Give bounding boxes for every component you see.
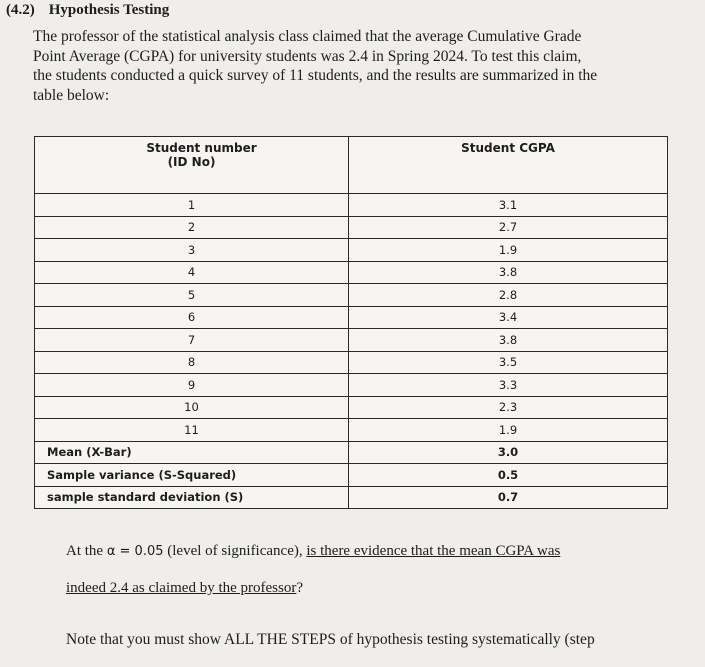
student-id-cell: 7: [35, 329, 349, 352]
header-student-cgpa: Student CGPA: [349, 137, 668, 194]
cgpa-cell: 3.1: [349, 194, 668, 217]
cgpa-cell: 3.5: [349, 351, 668, 374]
stat-value: 3.0: [349, 441, 668, 464]
alpha-expression: α = 0.05: [106, 544, 164, 559]
table-row: [35, 329, 668, 352]
cgpa-cell: 3.8: [349, 261, 668, 284]
cgpa-cell: 3.8: [349, 329, 668, 352]
stat-row: [35, 464, 668, 487]
intro-line: The professor of the statistical analysis class claimed that the average Cumulative Grade: [33, 28, 582, 45]
stat-row: [35, 441, 668, 464]
question-line-1: At the α = 0.05 (level of significance), is there evidence that the mean CGPA was: [66, 543, 561, 559]
student-id-cell: 1: [35, 194, 349, 217]
table-row: [35, 261, 668, 284]
stat-label: Sample variance (S-Squared): [35, 464, 349, 487]
intro-line: the students conducted a quick survey of 11 students, and the results are summarized in the: [33, 67, 598, 84]
question-line-2: indeed 2.4 as claimed by the professor?: [66, 580, 304, 596]
cgpa-cell: 1.9: [349, 239, 668, 262]
cgpa-cell: 2.7: [349, 216, 668, 239]
problem-intro: [33, 27, 673, 105]
stat-value: 0.7: [349, 486, 668, 509]
table-row: [35, 239, 668, 262]
student-id-cell: 2: [35, 216, 349, 239]
stat-label: Mean (X-Bar): [35, 441, 349, 464]
header-student-number: Student number (ID No): [35, 137, 349, 194]
table-row: [35, 194, 668, 217]
student-id-cell: 5: [35, 284, 349, 307]
table-row: [35, 351, 668, 374]
instruction-note: Note that you must show ALL THE STEPS of hypothesis testing systematically (step: [66, 631, 595, 648]
cgpa-cell: 3.3: [349, 374, 668, 397]
cgpa-cell: 1.9: [349, 419, 668, 442]
student-id-cell: 10: [35, 396, 349, 419]
stat-value: 0.5: [349, 464, 668, 487]
cgpa-table: [34, 136, 668, 509]
cgpa-cell: 2.3: [349, 396, 668, 419]
table-header-row: [35, 137, 668, 194]
intro-line: Point Average (CGPA) for university students was 2.4 in Spring 2024. To test this claim,: [33, 47, 582, 65]
student-id-cell: 8: [35, 351, 349, 374]
stat-label: sample standard deviation (S): [35, 486, 349, 509]
intro-line: table below:: [33, 86, 110, 104]
cgpa-cell: 2.8: [349, 284, 668, 307]
cgpa-cell: 3.4: [349, 306, 668, 329]
table-row: [35, 419, 668, 442]
table-row: [35, 284, 668, 307]
student-id-cell: 11: [35, 419, 349, 442]
section-title: Hypothesis Testing: [48, 2, 170, 18]
student-id-cell: 6: [35, 306, 349, 329]
section-number: (4.2): [6, 2, 35, 18]
section-heading: [6, 2, 169, 19]
student-id-cell: 4: [35, 261, 349, 284]
student-id-cell: 9: [35, 374, 349, 397]
table-row: [35, 374, 668, 397]
table-row: [35, 396, 668, 419]
table-row: [35, 306, 668, 329]
table-row: [35, 216, 668, 239]
stat-row: [35, 486, 668, 509]
student-id-cell: 3: [35, 239, 349, 262]
